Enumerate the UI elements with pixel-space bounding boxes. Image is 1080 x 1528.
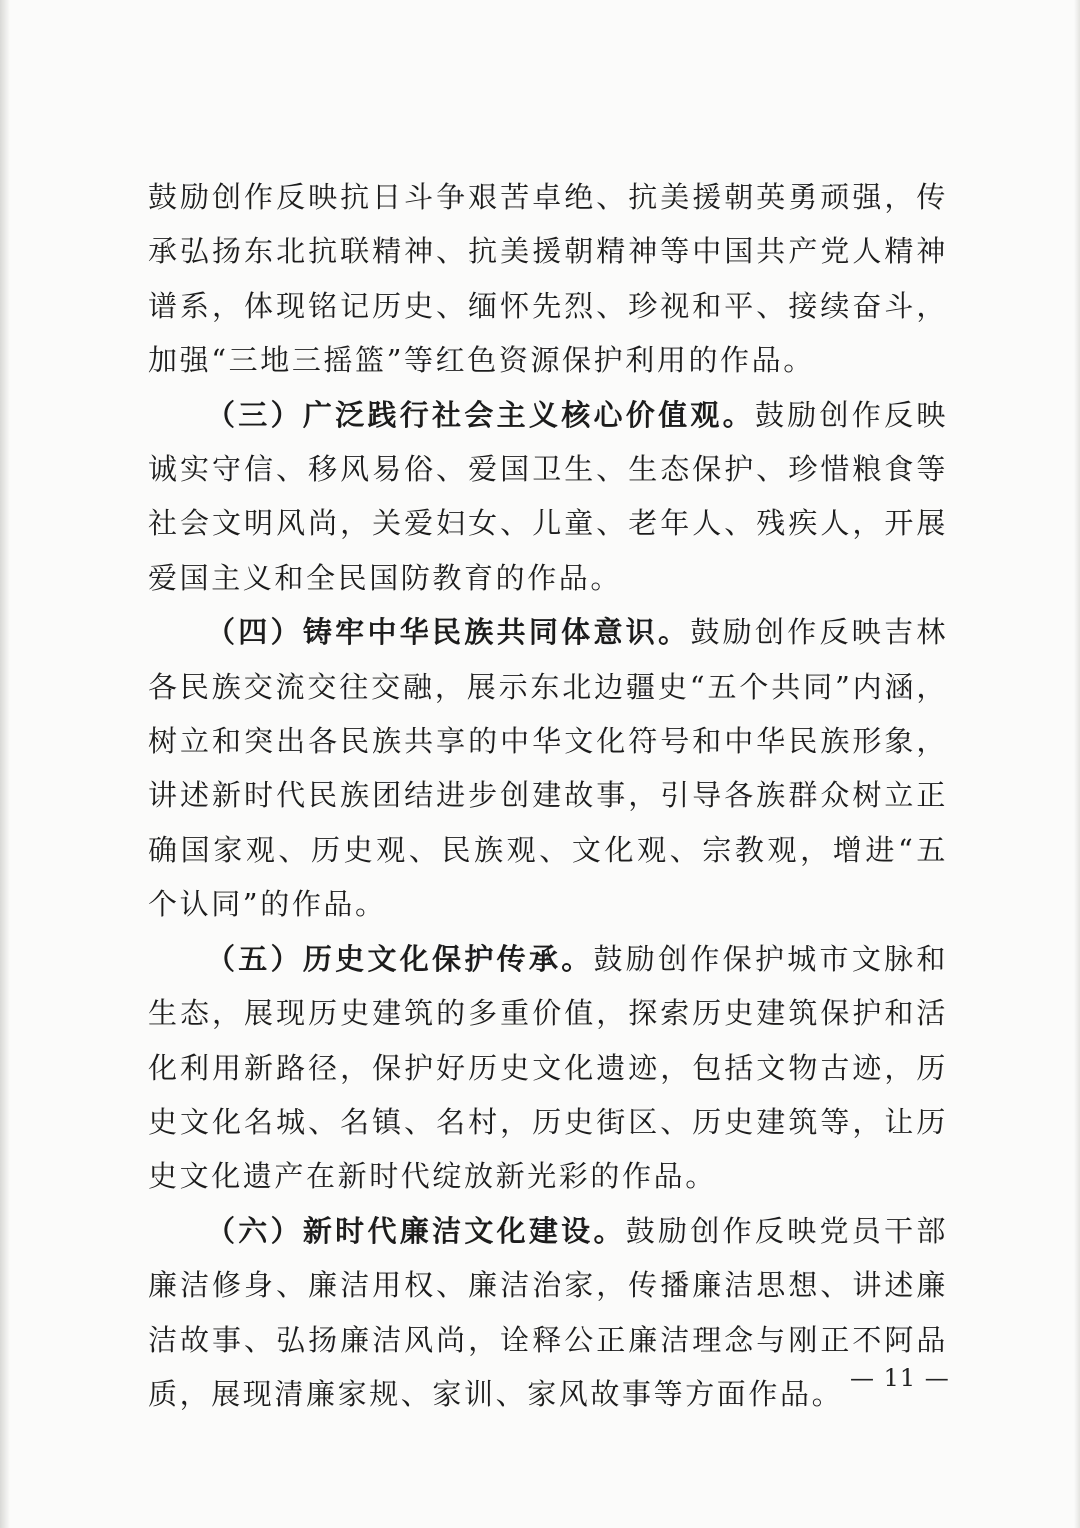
document-body (148, 170, 948, 1421)
section-heading-6: （六）新时代廉洁文化建设。 (206, 1213, 626, 1248)
paragraph-text: 鼓励创作反映抗日斗争艰苦卓绝、抗美援朝英勇顽强，传承弘扬东北抗联精神、抗美援朝精神等中国共产党人精神谱系，体现铭记历史、缅怀先烈、珍视和平、接续奋斗，加强“三地三摇篮”等红色资源保护利用的作品。 (148, 180, 948, 378)
paragraph-ethnic-unity (148, 605, 948, 931)
paragraph-heritage (148, 932, 948, 1204)
paragraph-text: 鼓励创作反映诚实守信、移风易俗、爱国卫生、生态保护、珍惜粮食等社会文明风尚，关爱妇女、儿童、老年人、残疾人，开展爱国主义和全民国防教育的作品。 (148, 397, 948, 595)
section-heading-5: （五）历史文化保护传承。 (206, 941, 594, 976)
section-heading-3: （三）广泛践行社会主义核心价值观。 (206, 397, 755, 432)
paragraph-text: 鼓励创作反映吉林各民族交流交往交融，展示东北边疆史“五个共同”内涵，树立和突出各民族共享的中华文化符号和中华民族形象，讲述新时代民族团结进步创建故事，引导各族群众树立正确国家观、历史观、民族观、文化观、宗教观，增进“五个认同”的作品。 (148, 615, 948, 922)
paragraph-text: 鼓励创作保护城市文脉和生态，展现历史建筑的多重价值，探索历史建筑保护和活化利用新路径，保护好历史文化遗迹，包括文物古迹，历史文化名城、名镇、名村，历史街区、历史建筑等，让历史文化遗产在新时代绽放新光彩的作品。 (148, 941, 949, 1194)
paragraph-continuation (148, 170, 948, 388)
paragraph-text: 鼓励创作反映党员干部廉洁修身、廉洁用权、廉洁治家，传播廉洁思想、讲述廉洁故事、弘扬廉洁风尚，诠释公正廉洁理念与刚正不阿品质，展现清廉家规、家训、家风故事等方面作品。 (148, 1213, 948, 1411)
paragraph-core-values (148, 388, 948, 606)
section-heading-4: （四）铸牢中华民族共同体意识。 (206, 615, 691, 650)
paragraph-integrity (148, 1204, 948, 1422)
page-number: — 11 — (850, 1364, 950, 1392)
